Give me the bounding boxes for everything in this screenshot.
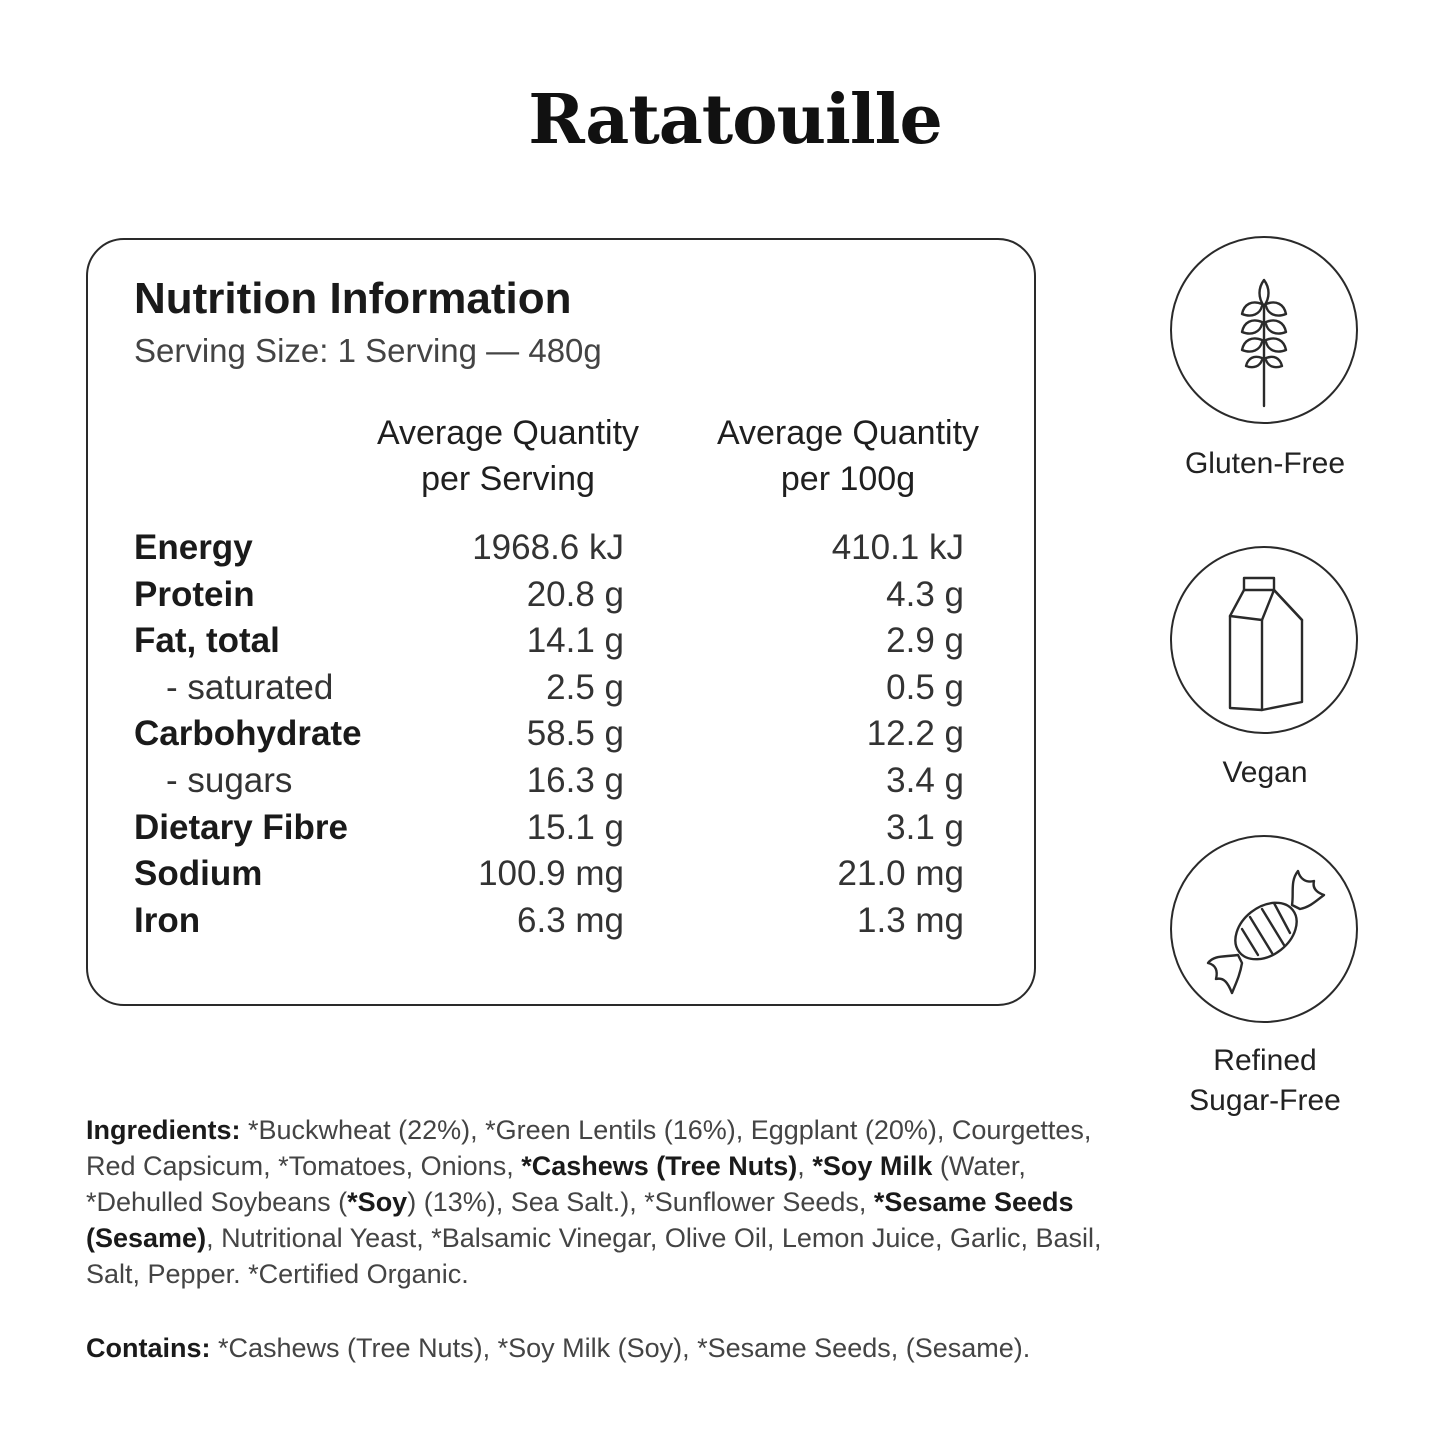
per-100g-value: 2.9 g — [886, 621, 964, 661]
per-serving-value: 15.1 g — [526, 807, 624, 847]
column-header-per-serving — [348, 410, 668, 502]
nutrient-label: Iron — [134, 900, 201, 940]
per-serving-value: 20.8 g — [526, 574, 624, 614]
per-serving-value: 1968.6 kJ — [472, 528, 624, 567]
per-serving-value: 6.3 mg — [517, 900, 624, 940]
ingredients-part: ) (13%), Sea Salt.), *Sunflower Seeds, — [407, 1187, 874, 1217]
column-header-per-serving-line1: Average Quantity — [376, 414, 640, 452]
nutrition-row-carbohydrate — [134, 711, 994, 758]
contains-list: *Cashews (Tree Nuts), *Soy Milk (Soy), *Sesame Seeds, (Sesame). — [210, 1333, 1031, 1363]
nutrient-label: Dietary Fibre — [134, 807, 348, 847]
nutrition-heading: Nutrition Information — [134, 274, 572, 323]
ingredients-part: , — [797, 1151, 813, 1181]
per-100g-value: 0.5 g — [886, 667, 964, 707]
contains-label: Contains: — [86, 1333, 211, 1363]
column-header-per-100g-line2: per 100g — [780, 460, 916, 498]
nutrient-label: Protein — [134, 574, 255, 614]
sugar-free-label — [1140, 1041, 1390, 1121]
nutrient-label: - sugars — [166, 760, 293, 800]
nutrient-label: Fat, total — [134, 621, 280, 661]
nutrient-label: - saturated — [166, 667, 334, 707]
ingredients-allergen: *Soy — [347, 1187, 408, 1217]
serving-size: Serving Size: 1 Serving — 480g — [134, 332, 602, 369]
nutrition-row-fat-total — [134, 618, 994, 665]
per-serving-value: 100.9 mg — [478, 854, 624, 894]
nutrition-rows — [134, 525, 994, 944]
vegan-badge — [1170, 546, 1358, 734]
nutrient-label: Sodium — [134, 854, 263, 894]
sugar-free-label-line2: Sugar-Free — [1189, 1084, 1341, 1117]
wheat-icon — [1172, 238, 1360, 426]
ingredients-allergen: *Soy Milk — [812, 1151, 933, 1181]
gluten-free-label: Gluten-Free — [1184, 447, 1346, 480]
column-header-per-serving-line2: per Serving — [421, 460, 595, 498]
sugar-free-label-line1: Refined — [1213, 1044, 1317, 1077]
ingredients-allergen: *Cashews (Tree Nuts) — [521, 1151, 798, 1181]
per-100g-value: 4.3 g — [886, 574, 964, 614]
nutrition-row-sodium — [134, 851, 994, 898]
nutrition-row-sugars — [134, 758, 994, 805]
vegan-label: Vegan — [1222, 756, 1308, 789]
nutrition-panel — [86, 238, 1036, 1006]
candy-icon — [1172, 837, 1360, 1025]
ingredients-part: , Nutritional Yeast, *Balsamic Vinegar, Olive Oil, Lemon Juice, Garlic, Basil, Salt, Pepper. *Certified Organic. — [86, 1223, 1102, 1289]
per-100g-value: 410.1 kJ — [831, 528, 964, 567]
nutrition-row-saturated — [134, 665, 994, 712]
milk-carton-icon — [1172, 548, 1360, 736]
per-100g-value: 1.3 mg — [857, 900, 964, 940]
per-serving-value: 14.1 g — [526, 621, 624, 661]
product-title: Ratatouille — [528, 80, 942, 160]
nutrient-label: Energy — [134, 528, 253, 567]
nutrition-row-energy — [134, 525, 994, 572]
ingredients-part: *Buckwheat (22%), *Green Lentils (16%), Eggplant (20%), Courgettes, Red Capsicum, *Tomatoes, Onions, — [86, 1115, 1092, 1181]
per-serving-value: 2.5 g — [546, 667, 624, 707]
per-serving-value: 16.3 g — [526, 760, 624, 800]
column-header-per-100g-line1: Average Quantity — [716, 414, 980, 452]
per-serving-value: 58.5 g — [526, 714, 624, 754]
nutrient-label: Carbohydrate — [134, 714, 362, 754]
gluten-free-badge — [1170, 236, 1358, 424]
ingredients-allergen: *Sesame Seeds (Sesame) — [86, 1187, 1074, 1253]
contains-text — [86, 1330, 1116, 1366]
ingredients-part: (Water, *Dehulled Soybeans ( — [86, 1151, 1026, 1217]
per-100g-value: 3.4 g — [886, 760, 964, 800]
ingredients-label: Ingredients: — [86, 1115, 241, 1145]
nutrition-row-dietary-fibre — [134, 805, 994, 852]
column-header-per-100g — [688, 410, 1008, 502]
per-100g-value: 21.0 mg — [837, 854, 964, 894]
sugar-free-badge — [1170, 835, 1358, 1023]
per-100g-value: 12.2 g — [866, 714, 964, 754]
per-100g-value: 3.1 g — [886, 807, 964, 847]
nutrition-row-protein — [134, 572, 994, 619]
ingredients-text — [86, 1112, 1116, 1292]
nutrition-row-iron — [134, 898, 994, 945]
